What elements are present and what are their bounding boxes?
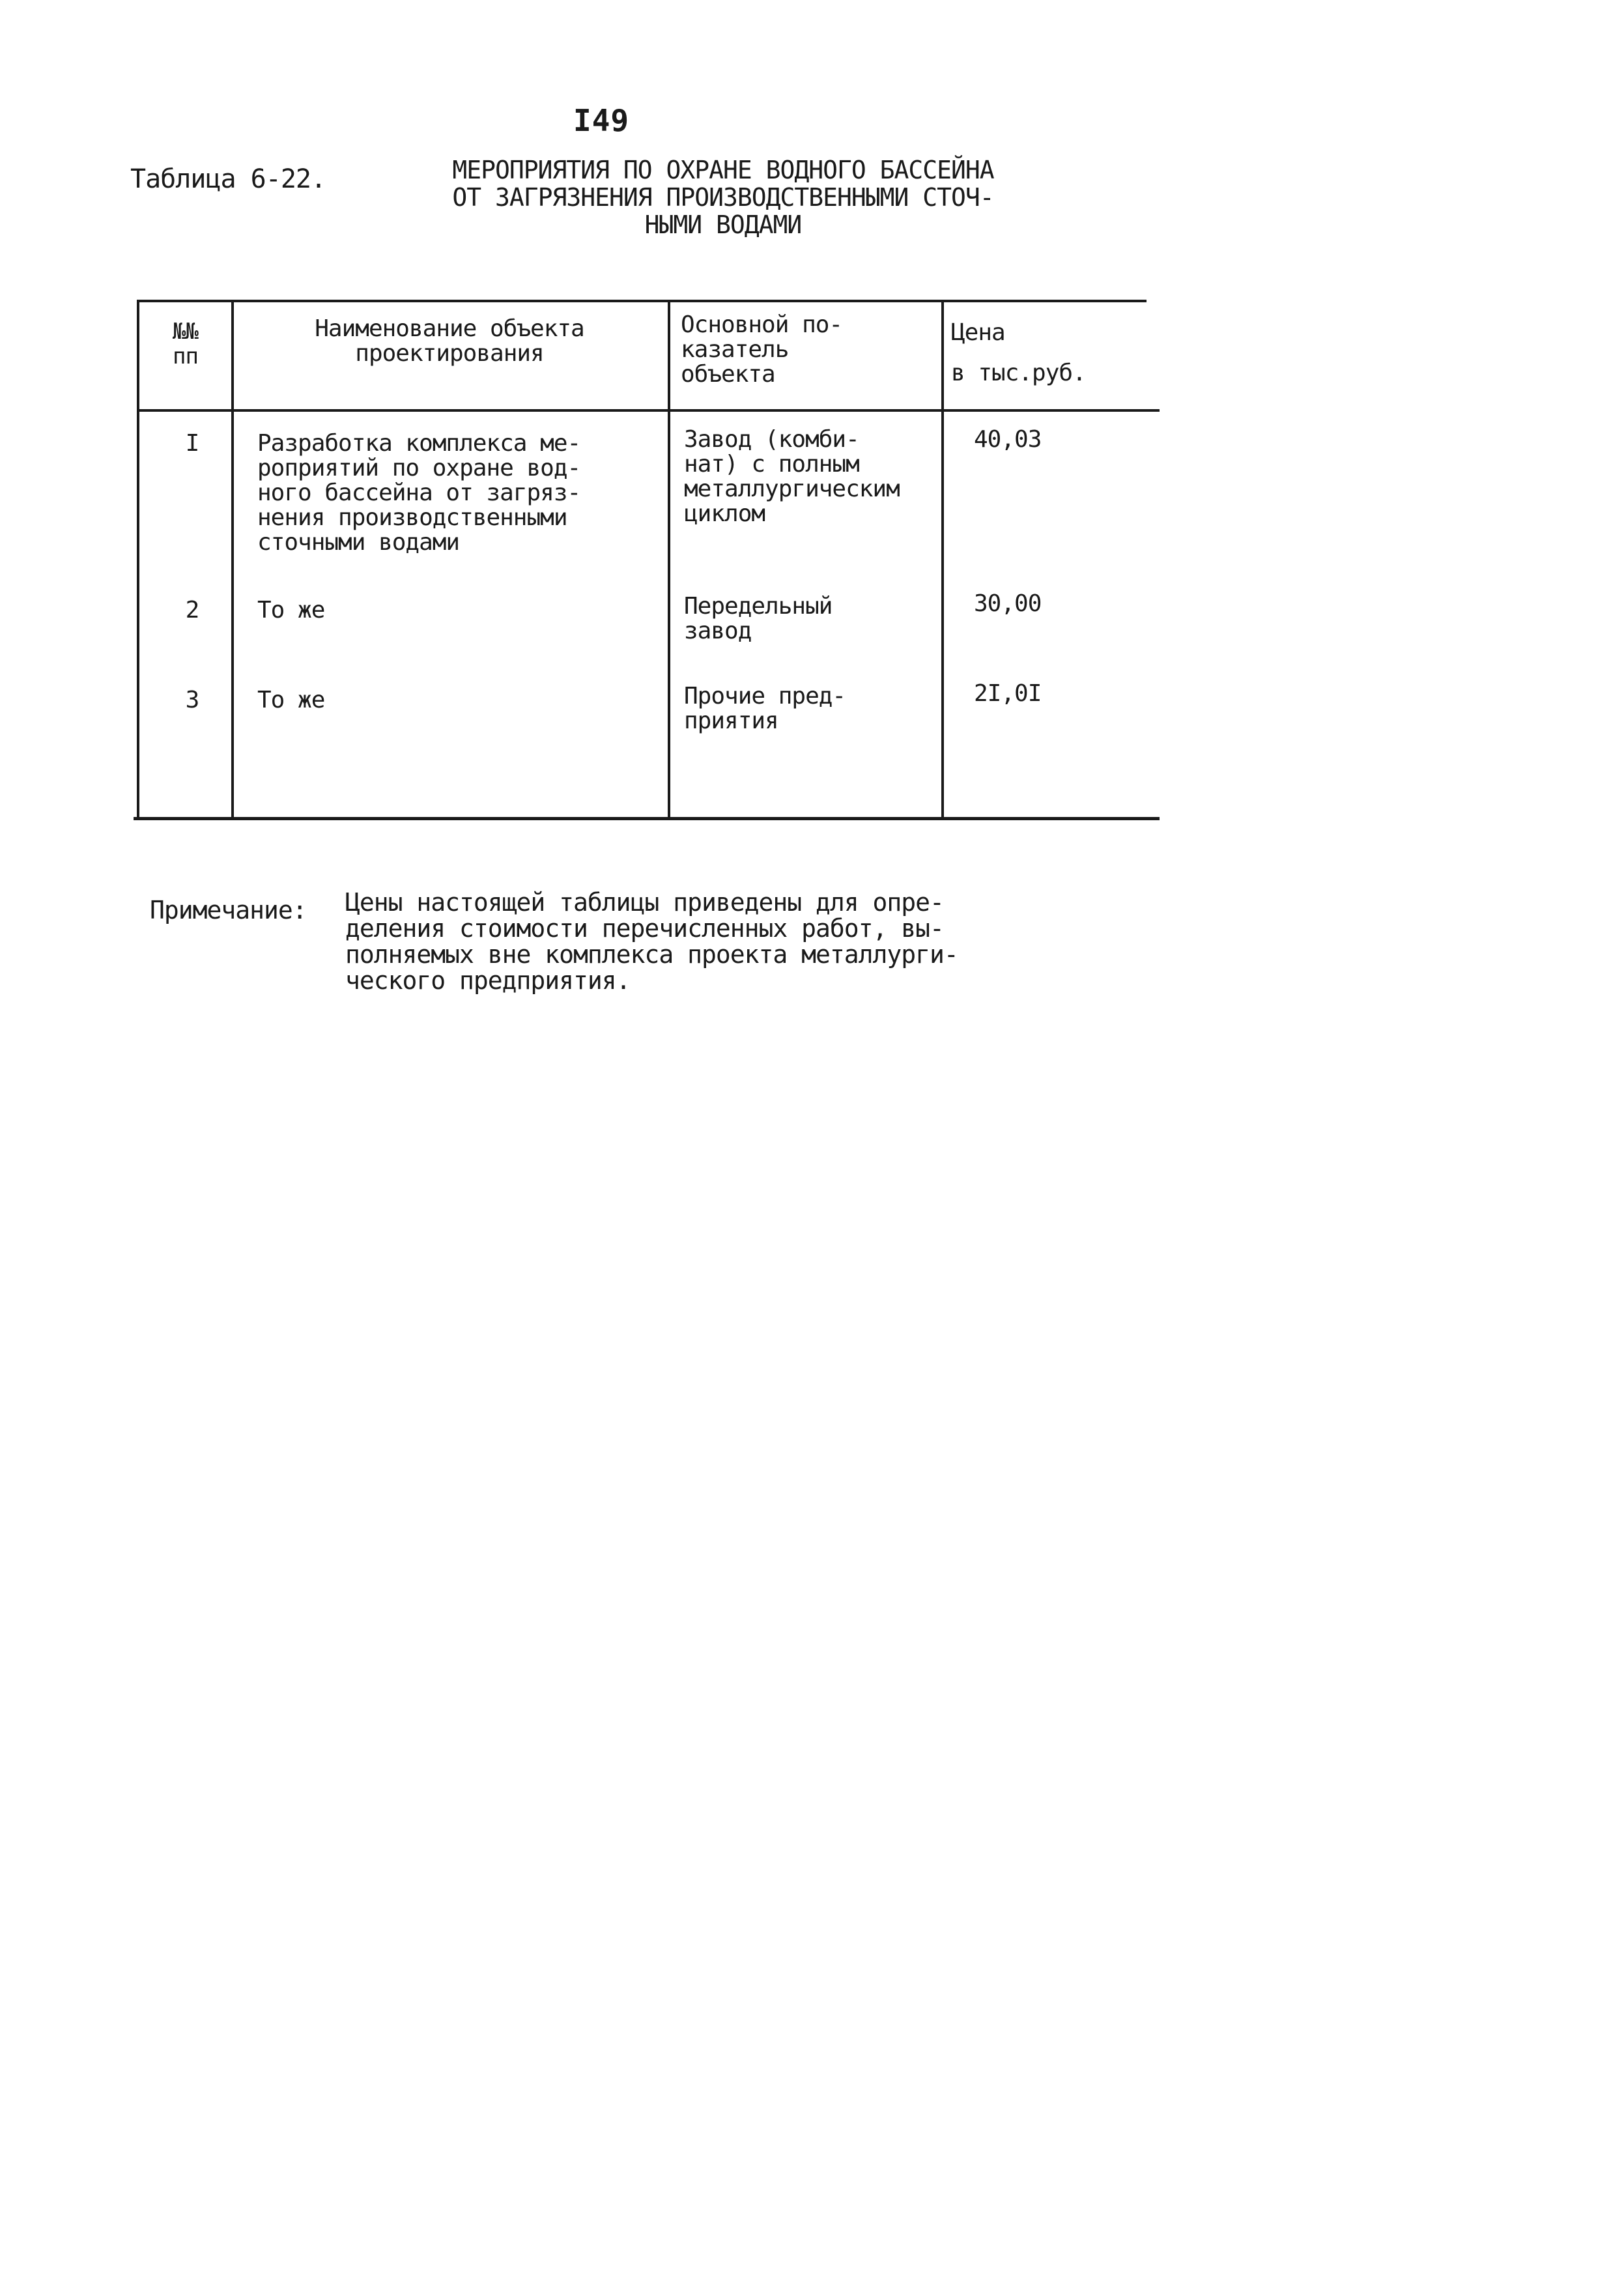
row-number: 3 xyxy=(185,687,199,713)
row-price: 2I,0I xyxy=(974,680,1042,707)
table-header-divider xyxy=(137,409,1160,412)
row-main-indicator: Передельный завод xyxy=(684,593,833,644)
title-line: ОТ ЗАГРЯЗНЕНИЯ ПРОИЗВОДСТВЕННЫМИ СТОЧ- xyxy=(452,183,994,212)
table-left-border xyxy=(137,300,139,819)
header-object-name: Наименование объекта проектирования xyxy=(315,315,584,367)
page-number: I49 xyxy=(573,103,630,138)
row-number: I xyxy=(185,430,199,457)
header-price: Цена в тыс.руб. xyxy=(951,319,1086,386)
column-divider xyxy=(941,300,944,819)
header-main-indicator: Основной по- казатель объекта xyxy=(681,311,843,388)
row-price: 30,00 xyxy=(974,590,1042,617)
row-main-indicator: Завод (комби- нат) с полным металлургическим циклом xyxy=(684,426,900,527)
row-number: 2 xyxy=(185,597,199,623)
note-text: Цены настоящей таблицы приведены для опре- деления стоимости перечисленных работ, вы- полняемых вне комплекса проекта металлурги- ческого предприятия. xyxy=(345,888,958,995)
column-divider xyxy=(668,300,670,819)
row-object-name: То же xyxy=(257,597,325,623)
price-table xyxy=(134,300,1160,821)
title-line: НЫМИ ВОДАМИ xyxy=(644,210,802,239)
row-price: 40,03 xyxy=(974,426,1042,453)
row-main-indicator: Прочие пред- приятия xyxy=(684,683,846,734)
table-bottom-border xyxy=(134,817,1160,820)
row-object-name: То же xyxy=(257,687,325,713)
title-line: МЕРОПРИЯТИЯ ПО ОХРАНЕ ВОДНОГО БАССЕЙНА xyxy=(452,156,994,184)
header-number: №№ пп xyxy=(173,319,198,369)
note-label: Примечание: xyxy=(150,896,307,924)
table-top-border xyxy=(137,300,1147,302)
column-divider xyxy=(231,300,234,819)
row-object-name: Разработка комплекса ме- роприятий по охране вод- ного бассейна от загряз- нения производственными сточными водами xyxy=(257,430,581,556)
table-title xyxy=(404,156,1042,238)
table-label: Таблица 6-22. xyxy=(130,164,326,194)
